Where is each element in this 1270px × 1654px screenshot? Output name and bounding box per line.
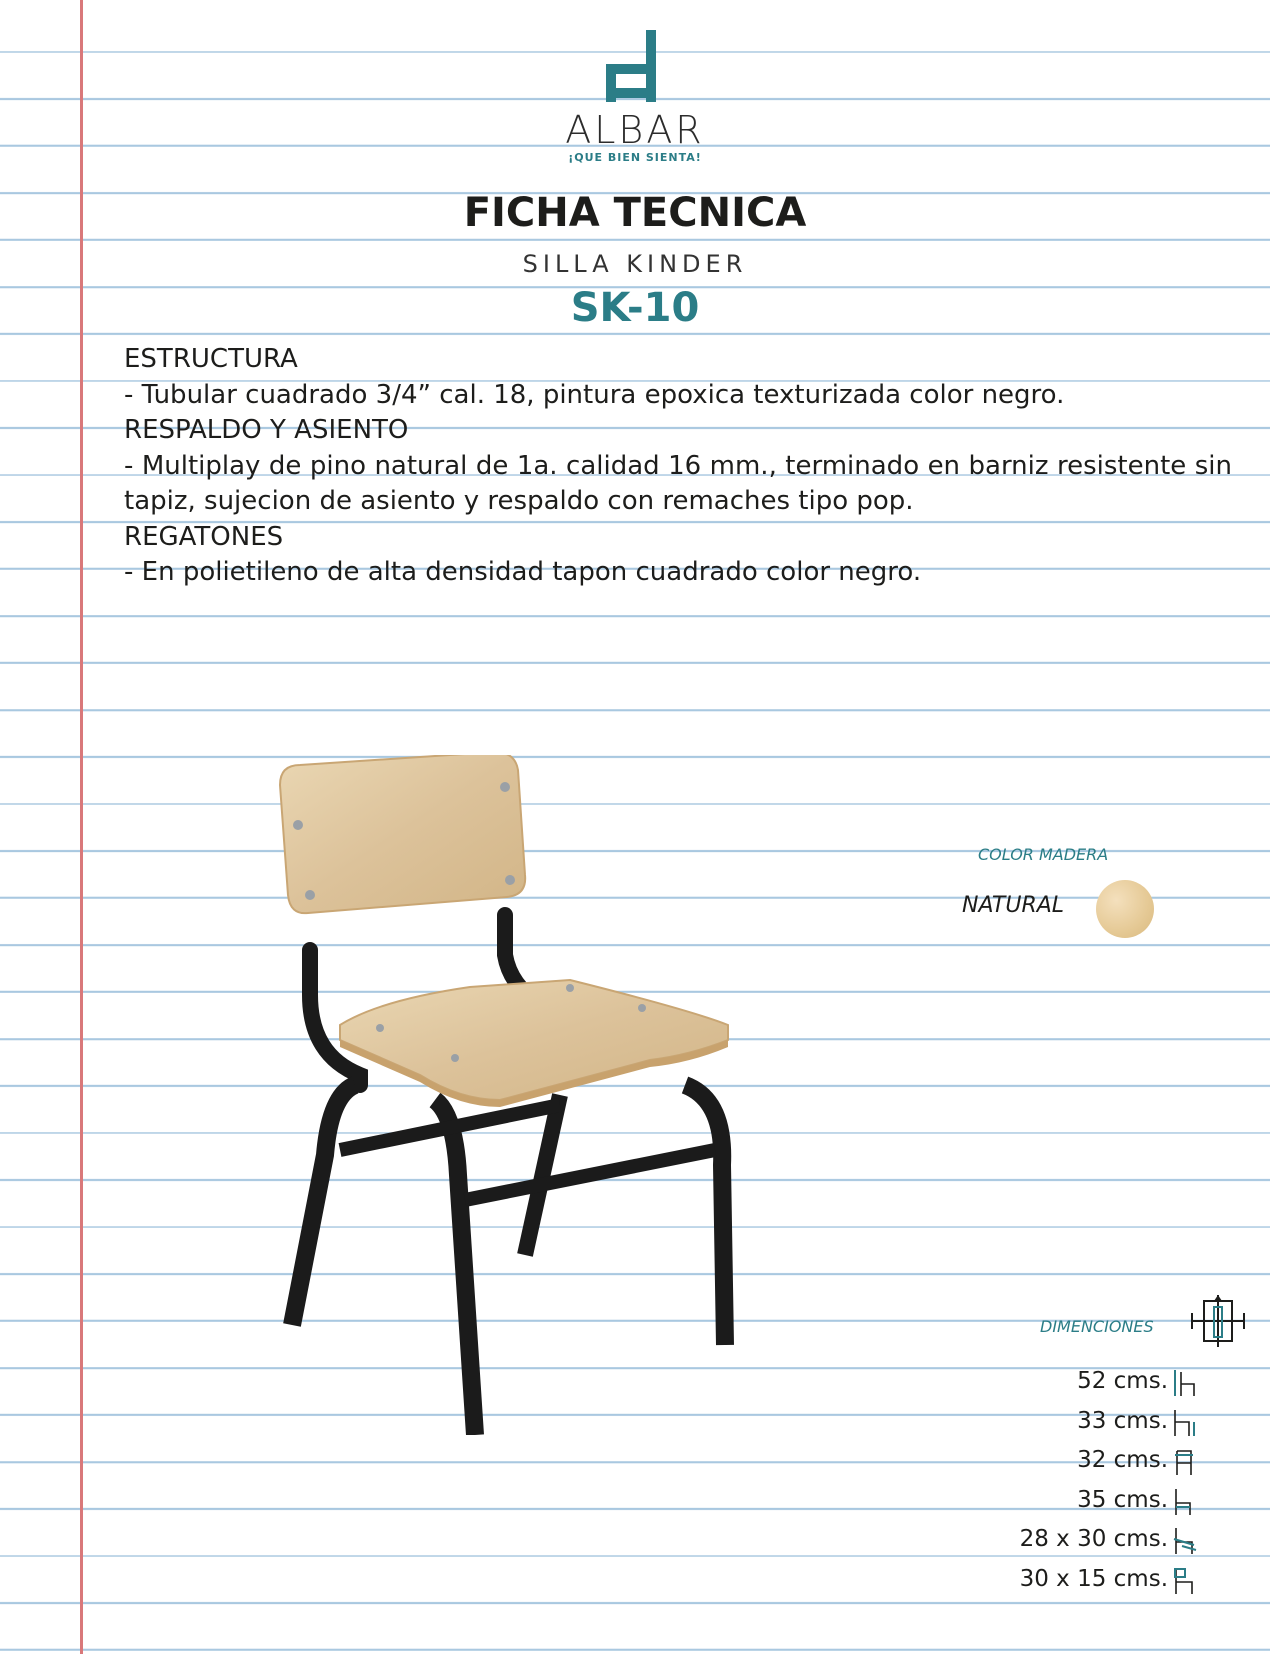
dimension-row [980, 1443, 1220, 1483]
dimensions-chair-icon [1190, 1293, 1246, 1349]
product-code: SK-10 [570, 285, 700, 331]
dimension-value: 52 cms. [1077, 1368, 1168, 1394]
spec-heading: REGATONES [124, 521, 284, 552]
page-title: FICHA TECNICA [463, 190, 807, 236]
dimension-value: 35 cms. [1077, 1486, 1168, 1513]
dimension-value: 28 x 30 cms. [1019, 1526, 1168, 1553]
dimension-row [980, 1404, 1220, 1444]
spec-text: - Multiplay de pino natural de 1a. calidad 16 mm., terminado en barniz resistente sin tapiz, sujecion de asiento y respaldo con remaches tipo pop. [124, 450, 1232, 516]
spec-heading: ESTRUCTURA [124, 344, 298, 374]
brand-logo [560, 30, 710, 170]
dimension-row [980, 1522, 1220, 1562]
brand-name: ALBAR [565, 108, 705, 152]
product-name: SILLA KINDER [522, 250, 748, 278]
brand-slogan: ¡QUE BIEN SIENTA! [568, 151, 702, 164]
backrest-size-icon [1172, 1566, 1198, 1596]
seat-height-icon [1172, 1408, 1198, 1438]
chair-product-image [270, 755, 790, 1435]
spec-text: - Tubular cuadrado 3/4” cal. 18, pintura epoxica texturizada color negro. [124, 379, 1065, 410]
dimension-value: 30 x 15 cms. [1019, 1565, 1168, 1592]
color-label: COLOR MADERA [978, 845, 1109, 864]
dimension-row [980, 1364, 1220, 1404]
dimension-row [980, 1562, 1220, 1602]
depth-icon [1172, 1487, 1198, 1517]
spec-heading: RESPALDO Y ASIENTO [124, 415, 409, 445]
spec-text: - En polietileno de alta densidad tapon cuadrado color negro. [124, 557, 922, 587]
specifications [124, 342, 1232, 591]
wood-color-swatch [1096, 880, 1154, 938]
notebook-margin-line [80, 0, 83, 1654]
seat-size-icon [1172, 1526, 1198, 1556]
total-height-icon [1172, 1368, 1198, 1398]
dimensions-list [980, 1364, 1220, 1602]
dimension-value: 32 cms. [1077, 1447, 1168, 1474]
color-name: NATURAL [962, 893, 1065, 918]
dimensions-label: DIMENCIONES [1040, 1317, 1154, 1336]
dimension-row [980, 1483, 1220, 1523]
width-icon [1172, 1447, 1198, 1477]
dimension-value: 33 cms. [1077, 1407, 1168, 1434]
chair-logo-icon [606, 30, 664, 102]
